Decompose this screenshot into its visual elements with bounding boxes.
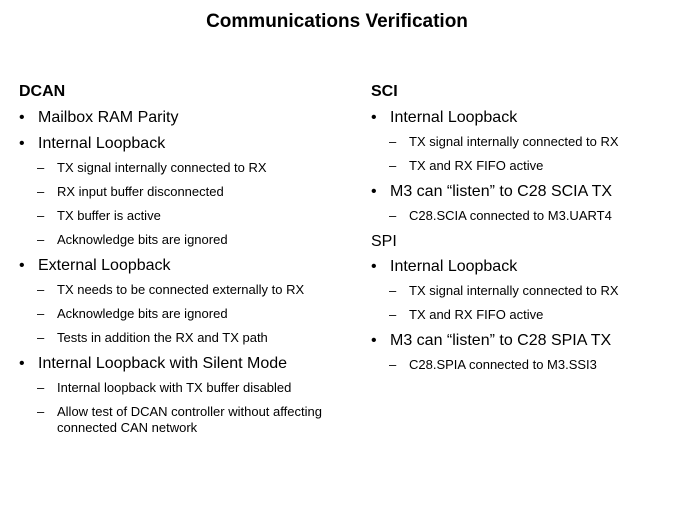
sub-item bbox=[19, 306, 359, 322]
sub-item-label: TX signal internally connected to RX bbox=[409, 283, 619, 298]
sub-item bbox=[19, 160, 359, 176]
sub-item-label: TX needs to be connected externally to RX bbox=[57, 282, 305, 297]
sub-item bbox=[19, 330, 359, 346]
sub-item-label: TX signal internally connected to RX bbox=[409, 134, 619, 149]
sub-item bbox=[371, 208, 666, 224]
sub-item-label: Acknowledge bits are ignored bbox=[57, 232, 228, 247]
spi-heading: SPI bbox=[371, 233, 397, 250]
bullet-icon: • bbox=[19, 257, 25, 274]
dash-icon: – bbox=[37, 404, 45, 419]
sub-item bbox=[371, 134, 666, 150]
dash-icon: – bbox=[389, 208, 397, 223]
sub-item-label: TX and RX FIFO active bbox=[409, 158, 544, 173]
bullet-label: M3 can “listen” to C28 SCIA TX bbox=[390, 183, 613, 200]
bullet-sci-internal-loopback bbox=[371, 108, 666, 128]
bullet-label: Mailbox RAM Parity bbox=[38, 109, 179, 126]
sub-item-label: RX input buffer disconnected bbox=[57, 184, 224, 199]
dash-icon: – bbox=[37, 330, 45, 345]
sub-item-label: Allow test of DCAN controller without affecting connected CAN network bbox=[57, 404, 322, 435]
dash-icon: – bbox=[389, 134, 397, 149]
bullet-label: Internal Loopback bbox=[38, 135, 166, 152]
bullet-internal-loopback-silent-mode bbox=[19, 354, 359, 374]
bullet-m3-listen-scia bbox=[371, 182, 666, 202]
sub-item-label: Tests in addition the RX and TX path bbox=[57, 330, 268, 345]
sci-spi-column bbox=[371, 82, 666, 379]
bullet-internal-loopback bbox=[19, 134, 359, 154]
dash-icon: – bbox=[389, 283, 397, 298]
sub-item bbox=[371, 158, 666, 174]
dash-icon: – bbox=[37, 208, 45, 223]
bullet-label: M3 can “listen” to C28 SPIA TX bbox=[390, 332, 612, 349]
sub-item-label: C28.SCIA connected to M3.UART4 bbox=[409, 208, 612, 223]
bullet-icon: • bbox=[19, 109, 25, 126]
bullet-icon: • bbox=[371, 332, 377, 349]
sub-item bbox=[19, 208, 359, 224]
sub-item-label: TX buffer is active bbox=[57, 208, 161, 223]
sub-item bbox=[371, 357, 666, 373]
bullet-icon: • bbox=[371, 183, 377, 200]
sub-item-label: C28.SPIA connected to M3.SSI3 bbox=[409, 357, 597, 372]
bullet-label: Internal Loopback with Silent Mode bbox=[38, 355, 288, 372]
bullet-spi-internal-loopback bbox=[371, 257, 666, 277]
sub-item bbox=[19, 282, 359, 298]
sub-item bbox=[19, 184, 359, 200]
bullet-label: Internal Loopback bbox=[390, 109, 518, 126]
sub-item-label: Internal loopback with TX buffer disabled bbox=[57, 380, 292, 395]
sub-item-label: TX and RX FIFO active bbox=[409, 307, 544, 322]
sub-item-label: TX signal internally connected to RX bbox=[57, 160, 267, 175]
sub-item bbox=[19, 404, 359, 436]
dash-icon: – bbox=[37, 160, 45, 175]
dash-icon: – bbox=[37, 380, 45, 395]
dcan-column bbox=[19, 82, 359, 442]
sub-item bbox=[371, 307, 666, 323]
dash-icon: – bbox=[389, 357, 397, 372]
bullet-label: External Loopback bbox=[38, 257, 171, 274]
bullet-external-loopback bbox=[19, 256, 359, 276]
dash-icon: – bbox=[37, 184, 45, 199]
bullet-mailbox-ram-parity bbox=[19, 108, 359, 128]
bullet-icon: • bbox=[19, 135, 25, 152]
sub-item bbox=[371, 283, 666, 299]
sci-heading: SCI bbox=[371, 83, 398, 100]
dash-icon: – bbox=[389, 307, 397, 322]
sub-item-label: Acknowledge bits are ignored bbox=[57, 306, 228, 321]
bullet-icon: • bbox=[371, 109, 377, 126]
sub-item bbox=[19, 380, 359, 396]
dcan-heading: DCAN bbox=[19, 83, 66, 100]
dash-icon: – bbox=[37, 232, 45, 247]
bullet-m3-listen-spia bbox=[371, 331, 666, 351]
bullet-icon: • bbox=[19, 355, 25, 372]
dash-icon: – bbox=[37, 306, 45, 321]
dash-icon: – bbox=[389, 158, 397, 173]
bullet-icon: • bbox=[371, 258, 377, 275]
dash-icon: – bbox=[37, 282, 45, 297]
bullet-label: Internal Loopback bbox=[390, 258, 518, 275]
slide-title: Communications Verification bbox=[206, 11, 468, 32]
sub-item bbox=[19, 232, 359, 248]
